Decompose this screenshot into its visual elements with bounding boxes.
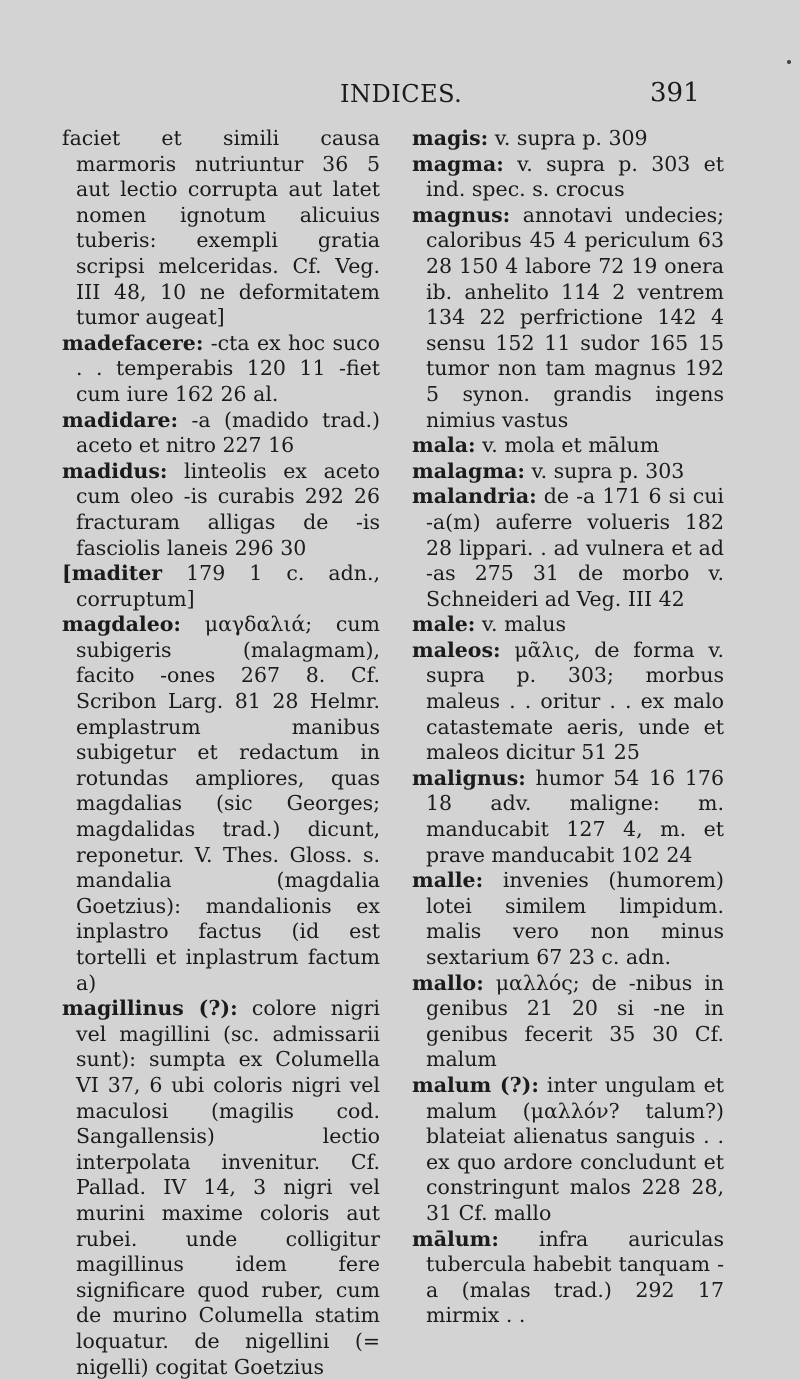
index-entry: malandria: de -a 171 6 si cui -a(m) auferre volueris 182 28 lippari. . ad vulnera et ad -as 275 31 de morbo v. Schneideri ad Veg. III 42 bbox=[412, 484, 724, 611]
index-entry: madefacere: -cta ex hoc suco . . temperabis 120 11 -fiet cum iure 162 26 al. bbox=[62, 330, 380, 406]
headword: malignus: bbox=[412, 765, 526, 790]
index-entry: madidare: -a (madido trad.) aceto et nitro 227 16 bbox=[62, 407, 380, 458]
headword: madidus: bbox=[62, 458, 168, 483]
index-entry: maleos: μᾶλις, de forma v. supra p. 303; morbus maleus . . oritur . . ex malo catastemate aeris, unde et maleos dicitur 51 25 bbox=[412, 637, 724, 765]
headword: magdaleo: bbox=[62, 612, 181, 637]
index-entry: magma: v. supra p. 303 et ind. spec. s. crocus bbox=[412, 151, 724, 202]
index-entry: [maditer 179 1 c. adn., corruptum] bbox=[62, 561, 380, 611]
headword: mālum: bbox=[412, 1226, 499, 1251]
speck-mark bbox=[787, 60, 791, 64]
index-entry: magis: v. supra p. 309 bbox=[412, 126, 648, 150]
headword: malum (?): bbox=[412, 1072, 539, 1097]
index-entry: magdaleo: μαγδαλιά; cum subigeris (malagmam), facito -ones 267 8. Cf. Scribon Larg. 81 28 Helmr. emplastrum manibus subigetur et redactum in rotundas ampliores, quas magdalias (sic Georges; magdalidas trad.) dicunt, reponetur. V. Thes. Gloss. s. mandalia (magdalia Goetzius): mandalionis ex inplastro factus (id est tortelli et inplastrum factum a) bbox=[62, 612, 380, 995]
headword: madidare: bbox=[62, 407, 179, 432]
headword: male: bbox=[412, 612, 476, 637]
left-column bbox=[62, 126, 380, 1380]
index-entry: mala: v. mola et mālum bbox=[412, 433, 660, 458]
index-entry: magnus: annotavi undecies; caloribus 45 4 periculum 63 28 150 4 labore 72 19 onera ib. anhelito 114 2 ventrem 134 22 perfrictione 142 4 sensu 152 11 sudor 165 15 tumor non tam magnus 192 5 synon. grandis ingens nimius vastus bbox=[412, 202, 724, 432]
index-entry: malle: invenies (humorem) lotei similem limpidum. malis vero non minus sextarium 67 23 c. adn. bbox=[412, 868, 724, 969]
index-entry: malignus: humor 54 16 176 18 adv. maligne: m. manducabit 127 4, m. et prave manducabit 102 24 bbox=[412, 765, 724, 867]
page-header bbox=[0, 76, 800, 116]
headword: magma: bbox=[412, 151, 504, 176]
headword: magis: bbox=[412, 126, 489, 150]
headword: malagma: bbox=[412, 458, 525, 483]
running-head: INDICES. bbox=[340, 80, 463, 108]
page-number: 391 bbox=[650, 78, 700, 108]
headword: maleos: bbox=[412, 637, 501, 662]
headword: madefacere: bbox=[62, 330, 204, 355]
index-entry: malagma: v. supra p. 303 bbox=[412, 458, 685, 483]
right-column bbox=[412, 126, 724, 1329]
headword: magillinus (?): bbox=[62, 996, 238, 1021]
headword: malle: bbox=[412, 868, 484, 893]
index-entry: madidus: linteolis ex aceto cum oleo -is curabis 292 26 fracturam alligas de -is fasciolis laneis 296 30 bbox=[62, 458, 380, 560]
index-entry: mallo: μαλλός; de -nibus in genibus 21 20 si -ne in genibus fecerit 35 30 Cf. malum bbox=[412, 970, 724, 1072]
headword: malandria: bbox=[412, 484, 537, 509]
index-entry: magillinus (?): colore nigri vel magillini (sc. admissarii sunt): sumpta ex Columella VI 37, 6 ubi coloris nigri vel maculosi (magilis cod. Sangallensis) lectio interpolata invenitur. Cf. Pallad. IV 14, 3 nigri vel murini maxime coloris aut rubei. unde colligitur magillinus idem fere significare quod ruber, cum de murino Columella statim loquatur. de nigellini (= nigelli) cogitat Goetzius bbox=[62, 996, 380, 1379]
index-entry: faciet et simili causa marmoris nutriuntur 36 5 aut lectio corrupta aut latet nomen ignotum alicuius tuberis: exempli gratia scripsi melceridas. Cf. Veg. III 48, 10 ne deformitatem tumor augeat] bbox=[62, 126, 380, 330]
headword: mallo: bbox=[412, 970, 484, 995]
headword: [maditer bbox=[62, 561, 163, 586]
index-entry: male: v. malus bbox=[412, 612, 567, 637]
index-entry: mālum: infra auriculas tubercula habebit tanquam -a (malas trad.) 292 17 mirmix . . bbox=[412, 1226, 724, 1328]
headword: mala: bbox=[412, 433, 476, 458]
headword: magnus: bbox=[412, 202, 511, 227]
index-entry: malum (?): inter ungulam et malum (μαλλόν? talum?) blateiat alienatus sanguis . . ex quo ardore concludunt et constringunt malos 228 28, 31 Cf. mallo bbox=[412, 1072, 724, 1225]
